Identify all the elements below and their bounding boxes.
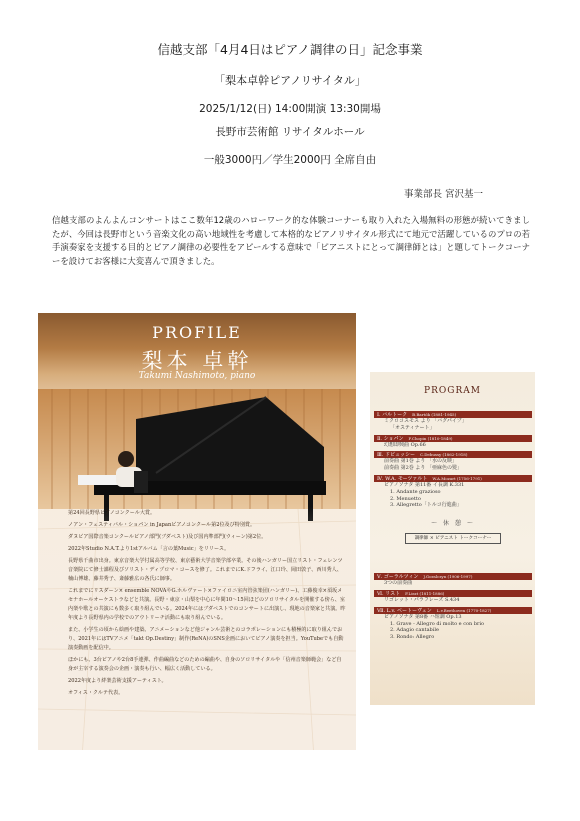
- bio-paragraph: ほかにも、3台ピアノや2台8手連弾、作曲編曲などのための編曲や、自身のソロリサイタルや「信州音楽師範会」など自身が主宰する演奏会の企画・演奏も行い、幅広く活動している。: [68, 657, 342, 672]
- work-item: 幻想即興曲 Op.66: [384, 441, 426, 448]
- profile-panel: [38, 313, 356, 750]
- profile-heading: PROFILE: [152, 323, 242, 342]
- composer-bar: Ⅴ. ゴーラルツィン J.Goralczyn (1906-1997): [374, 573, 532, 580]
- bio-paragraph: 第24回長野県ピアノコンクール大賞。: [68, 510, 156, 516]
- program-list: [374, 408, 532, 641]
- composer-bar: Ⅳ. W.A. モーツァルト W.A.Mozart (1756-1791): [374, 475, 532, 482]
- biography: [68, 509, 346, 701]
- recital-title: 「梨本卓幹ピアノリサイタル」: [214, 74, 366, 87]
- program-panel: [370, 372, 535, 705]
- bio-paragraph: ダヌビア国際音楽コンクールピアノ部門(ブダペスト)及び国内準部門(ウィーン)第2位。: [68, 534, 267, 540]
- pianist-name-en: Takumi Nashimoto, piano: [138, 371, 256, 381]
- work-item: ミクロコスモス より 「バグパイプ」: [384, 418, 467, 424]
- work-item: 3. Allegretto「トルコ行進曲」: [390, 502, 462, 509]
- bio-paragraph: 2022年Studio N.A.T.より1stアルバム「言の葉Music」をリリース。: [68, 546, 230, 552]
- work-item: 3. Rondo: Allegro: [390, 634, 435, 641]
- work-item: 「オスティナート」: [390, 424, 435, 431]
- composer-bar: Ⅶ. L.v. ベートーヴェン L.v.Beethoven (1770-1827): [374, 607, 532, 614]
- event-venue: 長野市芸術館 リサイタルホール: [215, 126, 365, 138]
- composer-bar: Ⅲ. ドビュッシー C.Debussy (1862-1918): [374, 451, 532, 458]
- bio-paragraph: また、小学生の頃から絵画や建築、アニメーションなど他ジャンル芸術とのコラボレーションにも積極的に取り組んでおり、2021年にはTVアニメ「takt Op.Destiny」制作(ReNA)のSNS企画においてピアノ演奏を担当。YouTubeでも自動演奏動画を配信中。: [68, 627, 344, 651]
- event-price: 一般3000円／学生2000円 全席自由: [203, 154, 377, 166]
- composer-bar: Ⅵ. リスト F.Liszt (1811-1886): [374, 590, 532, 597]
- work-item: 2. Menuetto: [390, 495, 421, 502]
- work-item: 前奏曲 第2巻 より 「亜麻色の髪」: [384, 465, 462, 472]
- work-item: 前奏曲 第1巻 より 「水の反映」: [384, 458, 457, 465]
- intermission: 〜 休 憩 〜: [431, 520, 475, 528]
- bio-paragraph: これまでにリスダーン× ensemble NOVAやG.ホルヴァート×ファイロニ室内管弦楽団(ハンガリー)、工藤俊幸×須坂メセナホールオーケストラなどと共演。長野・東京・山梨を中心に年間10〜15回ほどのソロリサイタルを開催する傍ら、室内楽や歌との共演にも数多く取り組んでいる。2024年にはブダペストでのコンサートに出演し、現地の音楽家と共演。昨年度より長野県内の学校でのアウトリーチ活動にも取り組んでいる。: [68, 588, 346, 621]
- work-item: リゴレット・パラフレーズ S.434: [384, 596, 460, 603]
- bio-paragraph: ノアン・フェスティバル・ショパン in Japanピアノコンクール第2位及び特別賞。: [68, 522, 256, 528]
- composer-bar: Ⅱ. ショパン F.Chopin (1810-1849): [374, 435, 532, 442]
- work-item: ピアノソナタ 第8番 ハ短調 Op.13: [384, 613, 462, 620]
- program-heading: PROGRAM: [424, 386, 481, 396]
- author-line: 事業部長 宮沢基一: [404, 189, 484, 200]
- composer-bar: Ⅰ. バルトーク B.Bartók (1881-1945): [374, 411, 532, 418]
- talk-corner-box: 調律師 × ピアニスト トークコーナー: [405, 533, 501, 544]
- intro-paragraph: 信越支部のよんよんコンサートはここ数年12歳のハローワーク的な体験コーナーも取り入れた入場無料の形態が続いてきましたが、今回は長野市という音楽文化の高い地域性を考慮して本格的なピアノリサイタル形式にて地元で活躍しているのプロの若手演奏家を支援する目的とピアノ調律の必要性をアピールする意味で「ピアニストにとって調律師とは」と題してトークコーナーを設けてお客様に大変喜んで頂きました。: [52, 215, 530, 266]
- work-item: 3つの前奏曲: [384, 580, 413, 587]
- pianist-name: 梨本 卓幹: [141, 349, 253, 373]
- work-item: 1. Grave - Allegro di molto e con brio: [390, 620, 485, 627]
- work-item: 2. Adagio cantabile: [390, 627, 439, 634]
- bio-paragraph: 長野県千曲市出身。東京音楽大学付属高等学校、東京藝術大学音楽学部卒業。その後ハンガリー国立リスト・フェレンツ音楽院にて修士課程及びソリスト・ディプロマ・コースを修了。これまでにK.ドフライ、江口玲、岡田敦子、西川秀人、楠山博雄、藤井秀子、斎藤雅広の各氏に師事。: [68, 558, 343, 582]
- work-item: ピアノソナタ 第11番 イ長調 K.331: [384, 481, 465, 488]
- bio-paragraph: オフィス・クルテ代表。: [68, 690, 124, 696]
- page-title: 信越支部「4月4日はピアノ調律の日」記念事業: [157, 42, 423, 57]
- bio-paragraph: 2022年度より絆楽芸術支援アーティスト。: [68, 678, 167, 684]
- event-datetime: 2025/1/12(日) 14:00開演 13:30開場: [199, 103, 381, 115]
- work-item: 1. Andante grazioso: [390, 488, 441, 495]
